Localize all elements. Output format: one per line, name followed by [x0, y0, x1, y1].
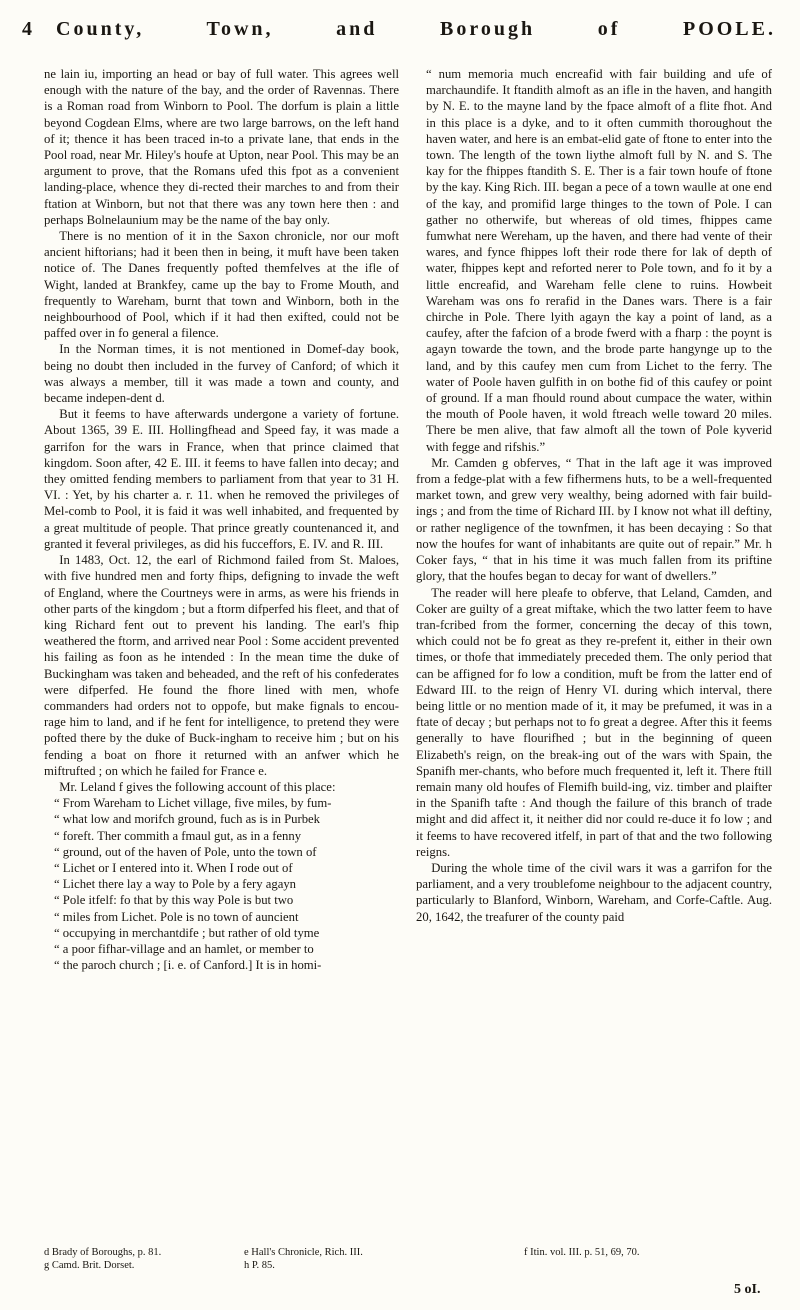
- left-paragraph-9: “ foreft. Ther commith a fmaul gut, as in a fenny: [54, 828, 302, 843]
- running-title: County, Town, and Borough of POOLE.: [56, 18, 776, 40]
- left-paragraph-8: “ what low and morifch ground, fuch as is in Purbek: [54, 812, 321, 827]
- signature-mark: 5 oI.: [734, 1282, 761, 1297]
- left-paragraph-6: Mr. Leland f gives the following account of this place:: [59, 779, 336, 794]
- left-paragraph-16: “ a poor fifhar-village and an hamlet, or member to: [54, 941, 314, 956]
- left-paragraph-14: “ miles from Lichet. Pole is no town of auncient: [54, 909, 299, 924]
- footnote-e: e Hall's Chronicle, Rich. III.: [244, 1247, 363, 1258]
- page-number: 4: [22, 18, 32, 40]
- running-header: [0, 0, 800, 60]
- footnotes: [44, 1246, 774, 1272]
- left-paragraph-15: “ occupying in merchantdife ; but rather of old tyme: [54, 925, 320, 940]
- left-column: [44, 66, 399, 973]
- footnote-g: g Camd. Brit. Dorset.: [44, 1260, 135, 1271]
- left-paragraph-10: “ ground, out of the haven of Pole, unto the town of: [54, 844, 317, 859]
- right-paragraph-3: The reader will here pleafe to obferve, that Leland, Camden, and Coker are guilty of a great miftake, which the two latter feem to have tran-fcribed from the former, concerning the decay of this town, which could not be fo great as they re-prefent it, either in their own times, or thofe that immediately preceded them. The only period that can be affigned for fo low a condition, muft be from the latter end of Edward III. to the reign of Henry VI. during which interval, there being little or no mention made of it, it may be prefumed, it was in a ftate of decay ; but perhaps not to fo great a degree. After this it feems generally to have flourifhed ; but in the beginning of queen Elizabeth's reign, on the break-ing out of the wars with Spain, the Spanifh mer-chants, who before much frequented it, left it. There ftill remain many old houfes of Flemifh build-ing, viz. timber and plaifter in the Spanifh tafte : And though the failure of this branch of trade might and did affect it, it neither did nor could re-duce it fo low ; and it feems to have recovered itfelf, in part of that and the two following reigns.: [416, 585, 772, 859]
- right-column: [416, 66, 772, 925]
- left-paragraph-2: There is no mention of it in the Saxon chronicle, nor our moft ancient hiftorians; had it been then in being, it muft have been taken notice of. The Danes frequently pofted themfelves at the ifle of Wight, landed at Brankfey, came up the bay to Frome Mouth, and frequently to Wareham, burnt that town and Winborn, both in the neighbourhood of Pool, which if it had then exifted, could not be paffed over in fo general a filence.: [44, 229, 399, 341]
- right-paragraph-2: Mr. Camden g obferves, “ That in the laft age it was improved from a fedge-plat with a few fifhermens huts, to be a well-frequented market town, and grew very wealthy, being adorned with fair build-ings ; and from the time of Richard III. by I know not what ill deftiny, or rather negligence of the townfmen, it has been decaying : So that now the houfes for want of inhabitants are quite out of repair.” Mr. h Coker fays, “ that in his time it was much fallen from its priftine glory, that the houfes began to decay for want of dwellers.”: [416, 455, 772, 584]
- left-paragraph-5: In 1483, Oct. 12, the earl of Richmond failed from St. Maloes, with five hundred men and forty fhips, defigning to invade the weft of England, where the Courtneys were in arms, as were his friends in other parts of the kingdom ; but a ftorm difperfed his fleet, and that of king Richard fent out to prevent his landing. The earl's fhip weathered the ftorm, and arrived near Pool : Some accident prevented his failing as foon as he intended : In the mean time the duke of Buckingham was taken and beheaded, and the reft of his confederates were difperfed. He found the fhore lined with men, whofe commanders had orders not to oppofe, but make fignals to encou-rage him to land, and if he fent for intelligence, to pretend they were pofted there by the duke of Buck-ingham to receive him ; but on his fending a boat on fhore it returned with an anfwer which he miftrufted ; on which he failed for France e.: [44, 553, 399, 778]
- footnote-h: h P. 85.: [244, 1260, 275, 1271]
- left-paragraph-17: “ the paroch church ; [i. e. of Canford.] It is in homi-: [54, 958, 322, 973]
- left-paragraph-13: “ Pole itfelf: fo that by this way Pole is but two: [54, 893, 294, 908]
- footnote-row-1: [44, 1246, 774, 1259]
- left-paragraph-12: “ Lichet there lay a way to Pole by a fery agayn: [54, 877, 297, 892]
- footnote-d: d Brady of Boroughs, p. 81.: [44, 1247, 162, 1258]
- left-paragraph-3: In the Norman times, it is not mentioned in Domef-day book, being no doubt then included in the furvey of Canford; of which it was always a member, till it was made a town and county, and became indepen-dent d.: [44, 342, 399, 406]
- right-paragraph-1: “ num memoria much encreafid with fair building and ufe of marchaundife. It ftandith almoft as an ifle in the haven, and hangith by N. E. to the mayne land by the fpace almoft of a flite fhot. And in this place is a dyke, and to it often cummith thoroughout the haven water, and here is an embat-elid gate of ftone to enter into the town. The length of the town liythe almoft full by N. and S. The kay for the fhippes ftandith S. E. Ther is a fair town houfe of ftone by the kay. King Rich. III. began a pece of a town waulle at one end of the kay, and promifid large thinges to the town of Pole. I can gather no otherwife, but whereas of old times, fhippes came fumwhat nere Wereham, up the haven, and there had vente of their wares, and fynce fhippes loft their rode there for lak of depth of water, fhippes kept and reforted nerer to Pole town, and fo it by a little encreafid, and Wareham felle clene to ruins. Howbeit Wareham was ons fo rerafid in the Danes wars. There is a fair chirche in Pole. There lyith agayn the kay a point of land, as a caufey, after the fafcion of a brode fwerd with a fharp : the poynt is agayn towarde the town, and the brode parte hangynge up to the land, and by this caufey men cum from Lichet to the ferry. The water of Poole haven gulfith in on bothe fid of this caufey or point of ground. If a man fhould round about cumpace the water, within the mouth of Poole haven, it wold ftreach welle toward 20 miles. There be men alive, that faw almoft all the town of Pole kyverid with fegge and rifshis.”: [426, 67, 772, 454]
- footnote-row-2: [44, 1259, 774, 1272]
- right-paragraph-4: During the whole time of the civil wars it was a garrifon for the parliament, and a very troublefome neighbour to the adjacent country, particularly to Blanford, Winborn, Wareham, and Corfe-Caftle. Aug. 20, 1642, the treafurer of the county paid: [416, 860, 772, 924]
- footnote-f: f Itin. vol. III. p. 51, 69, 70.: [524, 1247, 640, 1258]
- left-paragraph-1: ne lain iu, importing an head or bay of full water. This agrees well enough with the nature of the bay, and the order of Ravennas. There is a Roman road from Winborn to Pool. The dorfum is plain a little beyond Cogdean Elms, where are two large barrows, on the left hand of it; thence it has been traced in-to a private lane, that ends in the Pool road, near Mr. Hiley's houfe at Upton, near Pool. This may be an argument to prove, that the Romans ufed this fpot as a convenient landing-place, whence they di-rected their marches to and from their ftation at Winborn, but not that there was any town here then : and perhaps Bolnelaunium may be the name of the bay only.: [44, 67, 399, 227]
- left-paragraph-11: “ Lichet or I entered into it. When I rode out of: [54, 860, 293, 875]
- left-paragraph-7: “ From Wareham to Lichet village, five miles, by fum-: [54, 796, 332, 811]
- left-paragraph-4: But it feems to have afterwards undergone a variety of fortune. About 1365, 39 E. III. Hollingfhead and Speed fay, it was made a garrifon for the wars in France, when that prince claimed that kingdom. Soon after, 42 E. III. it feems to have fallen into decay; and they omitted fending members to parliament from that year to 31 H. VI. : Yet, by his charter a. r. 11. when he removed the privileges of Mel-comb to Pool, it is faid it was well inhabited, and frequented by a great multitude of people. That prince greatly countenanced it, and granted it feveral privileges, as did his fucceffors, E. IV. and R. III.: [44, 407, 399, 551]
